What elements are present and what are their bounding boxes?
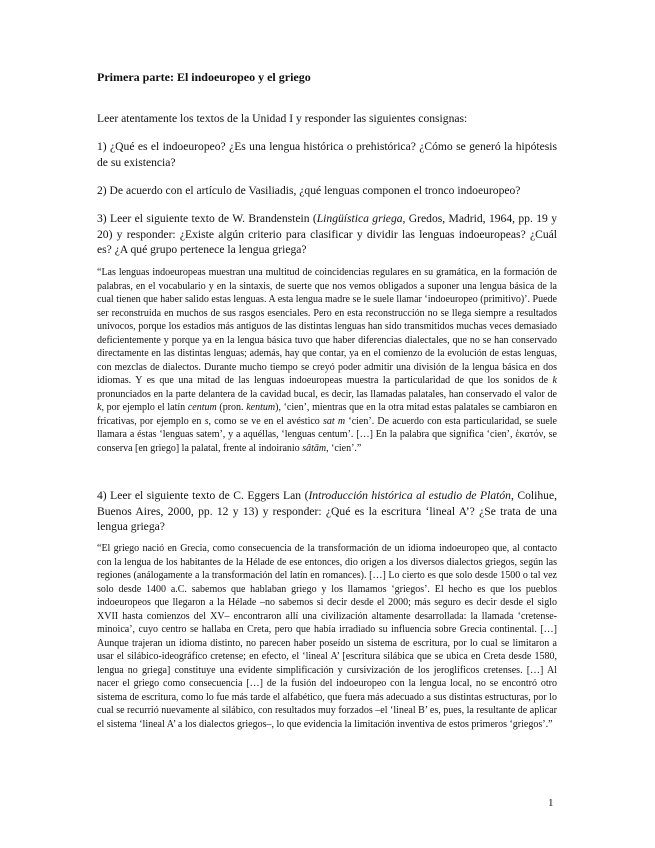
quote-brandenstein [97, 266, 557, 455]
quote-1-italic: s [204, 415, 209, 427]
section-title: Primera parte: El indoeuropeo y el griego [97, 70, 311, 84]
quote-1-part: (pron. [216, 402, 247, 413]
page-number: 1 [548, 797, 554, 809]
quote-1-part: , ‘cien’.” [326, 442, 362, 454]
quote-1-part: pronunciados en la parte delantera de la cavidad bucal, es decir, las llamadas palatales, han conservado el valor de [97, 388, 557, 400]
question-3-text-b: , Gredos, Madrid, 1964, pp. 19 y 20) y responder: ¿Existe algún criterio para clasificar y dividir las lenguas indoeuropeas? ¿Cuál es? ¿A qué grupo pertenece la lengua griega? [97, 212, 557, 256]
quote-1-part: , por ejemplo el latín [101, 402, 188, 413]
quote-1-italic: sâtām [302, 442, 327, 454]
book-title-eggers-lan: Introducción histórica al estudio de Platón [308, 489, 511, 502]
quote-1-part: ), ‘cien’, mientras que en la otra mitad estas palatales se cambiaron en fricativas, por ejemplo en [97, 402, 557, 427]
quote-1-part: , como se ve en el avéstico [208, 415, 324, 427]
question-4-text-a: 4) Leer el siguiente texto de C. Eggers Lan ( [97, 489, 309, 502]
quote-1-part: “Las lenguas indoeuropeas muestran una multitud de coincidencias regulares en su gramática, en la formación de palabras, en el vocabulario y en la sintaxis, de suerte que nos vemos obligados a suponer una lengua básica de la cual tienen que haber salido estas lenguas. A esta lengua madre se le suele llamar ‘indoeuropeo (primitivo)’. Puede ser reconstruida en muchos de sus rasgos esenciales. Pero en esta reconstrucción no se llega siempre a resultados unívocos, porque los estadios más antiguos de las distintas lenguas han sido transmitidos muchas veces demasiado deficientemente y porque ya en la lengua básica tuvo que haber diferencias dialectales, que no se han conservado directamente en las distintas lenguas; además, hay que contar, ya en el comienzo de la evolución de estas lenguas, con mezclas de dialectos. Durante mucho tiempo se creyó poder admitir una división de la lengua básica en dos idiomas. Y es que una mitad de las lenguas indoeuropeas muestra la particularidad de que los sonidos de [97, 267, 557, 386]
quote-1-part: ‘cien’. De acuerdo con esta particularidad, se suele llamara a éstas ‘lenguas satem’, y a aquéllas, ‘lenguas centum’. […] En la palabra que significa ‘cien’, [97, 415, 557, 440]
quote-1-part: , se conserva [en griego] la palatal, frente al indoiranio [97, 429, 557, 454]
book-title-linguistica-griega: Lingüística griega [316, 212, 403, 225]
question-4-text-b: , Colihue, Buenos Aires, 2000, pp. 12 y 13) y responder: ¿Qué es la escritura ‘lineal A’? ¿Se trata de una lengua griega? [97, 489, 557, 533]
question-3 [97, 211, 557, 258]
instructions: Leer atentamente los textos de la Unidad I y responder las siguientes consignas: [97, 112, 468, 125]
question-1: 1) ¿Qué es el indoeuropeo? ¿Es una lengua histórica o prehistórica? ¿Cómo se generó la hipótesis de su existencia? [97, 140, 557, 169]
quote-1-italic: sat m [323, 415, 346, 427]
quote-1-italic: centum [187, 402, 217, 413]
quote-1-italic: k [552, 375, 557, 386]
quote-eggers-lan: “El griego nació en Grecia, como consecuencia de la transformación de un idioma indoeuropeo que, al contacto con la lengua de los habitantes de la Hélade de ese entonces, dio origen a los diversos dialectos griegos, según las regiones (análogamente a la transformación del latín en romances). […] Lo cierto es que solo desde 1500 o tal vez solo desde 1400 a.C. sabemos que hablaban griego y los llamamos ‘griegos’. El hecho es que los pueblos indoeuropeos que llegaron a la Hélade –no sabemos si decir desde el 2000; más seguro es decir desde el siglo XVII hasta comienzos del XV– encontraron allí una civilización altamente desarrollada: la llamada ‘cretense-minoica’, cuyo centro se hallaba en Creta, pero que había irradiado su influencia sobre Grecia continental. […] Aunque trajeran un idioma distinto, no parecen haber poseído un sistema de escritura, por lo cual se limitaron a usar el silábico-ideográfico cretense; en efecto, el ‘lineal A’ [escritura silábica que se ubica en Creta desde 1580, lengua no griega] constituye una evidente simplificación y cursivización de los jeroglíficos cretenses. […] Al nacer el griego como consecuencia […] de la fusión del indoeuropeo con la lengua local, no se encontró otro sistema de escritura, como lo fue más tarde el alfabético, que fuera más adecuado a sus distintas estructuras, por lo cual se recurrió nuevamente al silábico, con resultados muy forzados –el ‘lineal B’ es, pues, la resultante de aplicar el sistema ‘lineal A’ a los dialectos griegos–, lo que evidencia la limitación inventiva de estos primeros ‘griegos’.” [97, 543, 557, 730]
question-2: 2) De acuerdo con el artículo de Vasiliadis, ¿qué lenguas componen el tronco indoeuropeo? [97, 184, 521, 197]
quote-1-italic: kentum [246, 402, 276, 413]
question-3-text-a: 3) Leer el siguiente texto de W. Brandenstein ( [97, 212, 317, 225]
greek-word: ἑκατόν [515, 429, 544, 440]
quote-1-italic: k [97, 402, 102, 413]
question-4 [97, 488, 557, 535]
